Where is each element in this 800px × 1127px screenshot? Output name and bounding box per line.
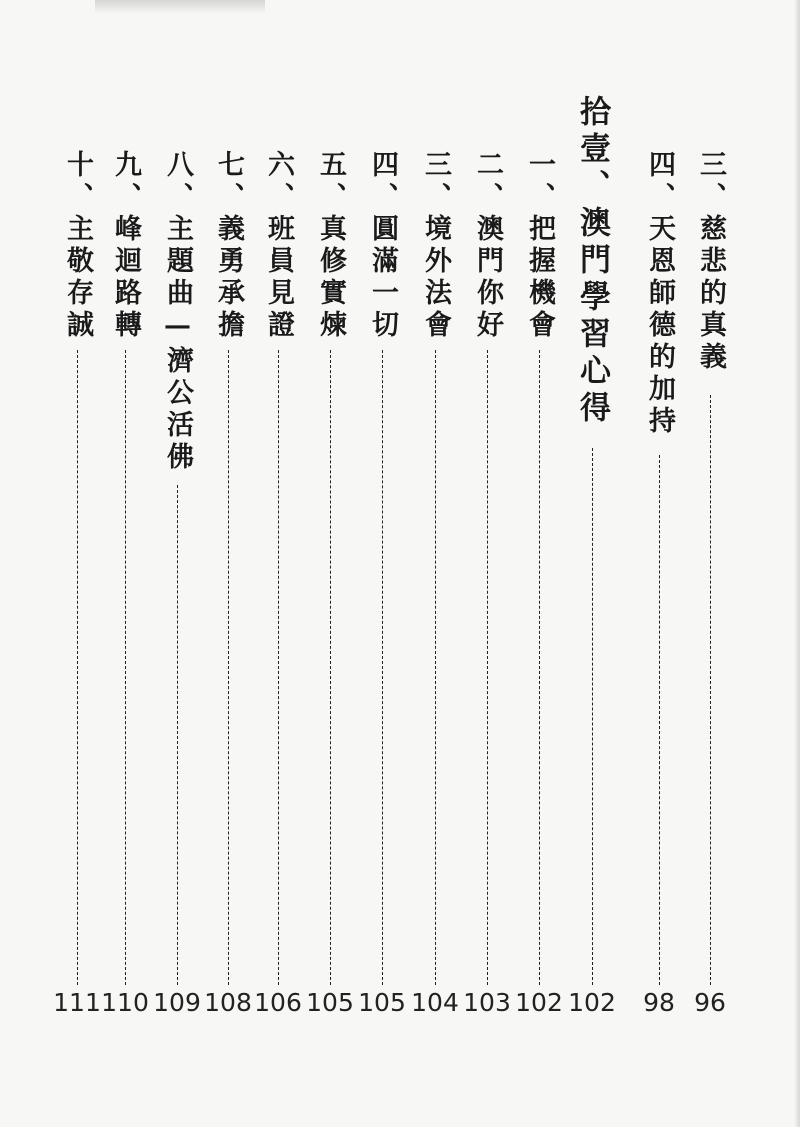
toc-page-number: 109 [153,988,201,1017]
toc-leader [659,455,660,985]
toc-entry-title: 九、峰迴路轉 [110,150,141,342]
toc-entry[interactable] [256,150,300,342]
toc-entry[interactable] [360,150,404,342]
toc-leader [77,350,78,985]
toc-page-number: 102 [568,988,616,1017]
toc-entry[interactable] [465,150,509,342]
toc-page-number: 104 [411,988,459,1017]
toc-entry[interactable] [517,150,561,342]
toc-entry-title: 五、真修實煉 [315,150,346,342]
toc-page-number: 110 [101,988,149,1017]
toc-leader [382,350,383,985]
toc-leader [710,395,711,985]
toc-chapter-entry[interactable] [570,95,614,428]
toc-entry-title: 十、主敬存誠 [62,150,93,342]
toc-page-number: 106 [254,988,302,1017]
toc-entry[interactable] [206,150,250,342]
toc-page-number: 98 [643,988,675,1017]
toc-entry[interactable] [637,150,681,438]
toc-leader [592,448,593,985]
toc-page-number: 111 [53,988,101,1017]
toc-leader [330,350,331,985]
toc-leader [125,350,126,985]
toc-leader [228,350,229,985]
toc-chapter-title: 拾壹、澳門學習心得 [574,95,610,428]
toc-entry[interactable] [103,150,147,342]
toc-entry-title: 三、慈悲的真義 [695,150,726,374]
toc-page-number: 108 [204,988,252,1017]
toc-leader [177,485,178,985]
toc-leader [435,350,436,985]
toc-page-number: 103 [463,988,511,1017]
toc-entry-title: 二、澳門你好 [472,150,503,342]
toc-entry-title: 三、境外法會 [420,150,451,342]
toc-entry[interactable] [413,150,457,342]
toc-entry-title: 八、主題曲—濟公活佛 [162,150,193,474]
toc-leader [539,350,540,985]
toc-entry-title: 四、天恩師德的加持 [644,150,675,438]
toc-leader [487,350,488,985]
toc-entry-title: 六、班員見證 [263,150,294,342]
toc-entry-title: 四、圓滿一切 [367,150,398,342]
toc-leader [278,350,279,985]
toc-entry[interactable] [55,150,99,342]
toc-page-number: 102 [515,988,563,1017]
toc-page-number: 96 [694,988,726,1017]
toc-entry[interactable] [155,150,199,474]
toc-page-number: 105 [358,988,406,1017]
toc-page-number: 105 [306,988,354,1017]
toc-entry-title: 一、把握機會 [524,150,555,342]
toc-entry-title: 七、義勇承擔 [213,150,244,342]
toc-entry[interactable] [308,150,352,342]
toc-entry[interactable] [688,150,732,374]
